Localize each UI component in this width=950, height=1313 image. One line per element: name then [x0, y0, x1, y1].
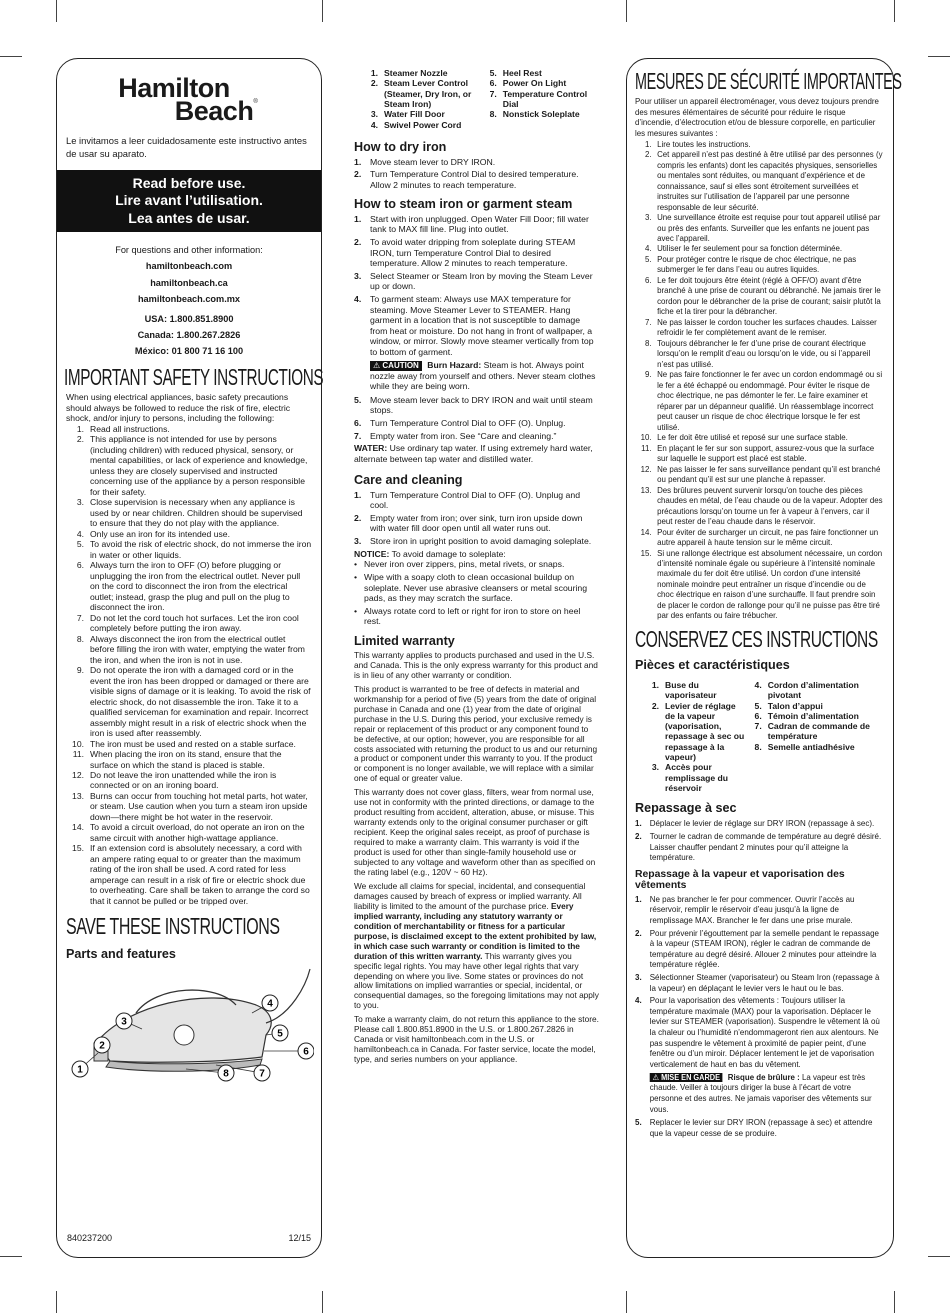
list-item-text: Store iron in upright position to avoid damaging soleplate.: [370, 536, 592, 547]
list-item-text: Turn Temperature Control Dial to OFF (O). Unplug.: [370, 418, 566, 429]
fr-safety-list: [635, 139, 883, 621]
warranty-p3: This warranty does not cover glass, filters, wear from normal use, use not in conformity with the printed directions, or damage to the product resulting from accident, alteration, abuse, or misuse. This warranty extends only to the original consumer purchaser or gift recipient. Keep the original sales receipt, as proof of purchase is required to make a warranty claim. This warranty is void if the product is used for other than single-family household use or subjected to any voltage and waveform other than as specified on the rating label (e.g., 120V ~ 60 Hz).: [354, 787, 596, 877]
list-item-text: To garment steam: Always use MAX temperature for steaming. Move Steamer Lever to STEAMER. Hang garment in a location that is not susceptible to damage from heat or moisture. Do not hang in front of wallpaper, a window, or mirror. Slowly move steamer vertically from top to bottom of garment.: [370, 293, 594, 358]
part-item: 3. Water Fill Door: [370, 109, 445, 120]
fr-caution-block: [650, 1072, 884, 1115]
save-instructions-title: SAVE THESE INSTRUCTIONS: [66, 913, 280, 940]
part-item: 8. Semelle antiadhésive: [754, 741, 855, 752]
contact-block: [66, 242, 312, 359]
list-item: 8. Toujours débrancher le fer d’une prise de courant électrique lorsqu’on le remplit d’eau ou lorsqu’on le vide, ou si l’appareil n’est pas utilisé.: [635, 338, 883, 369]
crop-mark: [894, 1291, 895, 1313]
warranty-p4b: Every implied warranty, including any statutory warranty or condition of merchantability or fitness for a particular purpose, is disclaimed except to the extent prohibited by law, in which case such warranty or condition is limited to the duration of this written warranty.: [354, 900, 597, 961]
fr-intro: Pour utiliser un appareil électroménager, vous devez toujours prendre des mesures élémentaires de sécurité pour réduire le risque d’incendie, d’électrocution et/ou de blessure corporelle, en particulier les mesures suivantes :: [635, 96, 879, 138]
crop-mark: [322, 1291, 323, 1313]
list-item: 4. Utiliser le fer seulement pour sa fonction déterminée.: [635, 243, 883, 253]
list-item: • Always rotate cord to left or right for iron to store on heel rest.: [354, 605, 581, 627]
list-item: 12. Ne pas laisser le fer sans surveillance pendant qu’il est branché ou pendant qu’il est sur une planche à repasser.: [635, 464, 883, 485]
list-item: 13. Des brûlures peuvent survenir lorsqu’on touche des pièces chaudes en métal, de l’eau chaude ou de la vapeur. Adopter des précautions lorsqu’on tourne un fer à vapeur à l’envers, car il peut rester de l’eau chaude dans le réservoir.: [640, 484, 883, 527]
list-item-text: Pour la vaporisation des vêtements : Toujours utiliser la température maximale (MAX) pour la vaporisation. Déplacer le levier sur STEAMER (vaporisation). Suspendre le vêtement là où la chaleur ou l’humidité n’endommageront rien aux alentours. Ne pas suspendre le vêtement à proximité de papier peint, d’une fenêtre ou d’un miroir. Déplacer lentement le jet de vaporisation verticalement de haut en bas du vêtement.: [649, 995, 880, 1069]
list-item: 6. Always turn the iron to OFF (O) before plugging or unplugging the iron from the electrical outlet. Never pull on the cord to disconnect the iron from the electrical outlet; instead, grasp the plug and pull on the plug to disconnect the iron.: [66, 560, 312, 612]
list-item-text: Burns can occur from touching hot metal parts, hot water, or steam. Use caution when you turn a steam iron upside down—there might be hot water in the reservoir.: [90, 790, 308, 822]
fr-save-wrap: [635, 627, 885, 654]
list-item: 2. Tourner le cadran de commande de température au degré désiré. Laisser chauffer pendant 2 minutes pour qu’il atteigne la température.: [635, 831, 883, 863]
list-item-text: To avoid water dripping from soleplate during STEAM IRON, turn Temperature Control Dial to desired temperature. Allow 2 minutes to reach temperature.: [370, 236, 576, 269]
warranty-text: [354, 651, 599, 1065]
caution-block: [370, 360, 599, 392]
list-item-text: To avoid a circuit overload, do not operate an iron on the same circuit with another high-wattage appliance.: [90, 822, 305, 843]
parts-list-right: [481, 68, 599, 130]
list-item-text: Tourner le cadran de commande de température au degré désiré. Laisser chauffer pendant 2 minutes pour qu’il atteigne la température.: [649, 830, 882, 863]
list-item-text: Ne pas laisser le fer sans surveillance pendant qu’il est branché ou pendant qu’il est sur une planche à repasser.: [657, 463, 881, 485]
list-item-text: Select Steamer or Steam Iron by moving the Steam Lever up or down.: [370, 270, 593, 292]
safety-title: IMPORTANT SAFETY INSTRUCTIONS: [64, 364, 324, 391]
list-item: 4. To garment steam: Always use MAX temperature for steaming. Move Steamer Lever to STEAMER. Hang garment in a location that is not susceptible to damage from heat or moisture. Do not hang in front of wallpaper, a window, or mirror. Slowly move steamer vertically from top to bottom of garment.: [354, 294, 599, 358]
list-item-text: Turn Temperature Control Dial to OFF (O). Unplug and cool.: [370, 489, 581, 511]
list-item-text: Read all instructions.: [90, 424, 170, 434]
list-item: 7. Do not let the cord touch hot surfaces. Let the iron cool completely before putting the iron away.: [66, 613, 312, 634]
list-item: 2. Cet appareil n’est pas destiné à être utilisé par des personnes (y compris les enfants) dont les capacités physiques, sensorielles ou mentales sont réduites, ou manquant d’expérience et de connaissance, sauf si elles sont étroitement surveillées et instruites sur l’utilisation de l’appareil par une personne responsable de leur sécurité.: [644, 149, 883, 212]
parts-list: [362, 68, 599, 130]
part-item: 4. Cordon d’alimentation pivotant: [754, 679, 859, 701]
caution-title: Burn Hazard:: [427, 359, 482, 370]
warranty-p4c: This warranty gives you specific legal rights. You may have other legal rights that vary depending on where you live. Some states or provinces do not allow limitations on implied warranties or special, incidental, or consequential damages, so the foregoing limitations may not apply to you.: [354, 950, 599, 1011]
intro-spanish: Le invitamos a leer cuidadosamente este instructivo antes de usar su aparato.: [66, 135, 307, 159]
list-item: 2. Empty water from iron; over sink, turn iron upside down with water fill door open until all water runs out.: [354, 513, 599, 534]
list-item: 5. Move steam lever back to DRY IRON and wait until steam stops.: [354, 395, 599, 416]
list-item: 11. En plaçant le fer sur son support, assurez-vous que la surface sur laquelle le support est placé est stable.: [635, 443, 883, 464]
list-item-text: Empty water from iron. See “Care and cleaning.”: [370, 430, 557, 441]
list-item: 14. To avoid a circuit overload, do not operate an iron on the same circuit with another high-wattage appliance.: [66, 822, 312, 843]
fr-parts-right: [746, 680, 885, 793]
list-item-text: This appliance is not intended for use by persons (including children) with reduced physical, sensory, or mental capabilities, or lack of experience and knowledge, unless they are closely supervised and instructed concerning use of the appliance by a person responsible for their safety.: [90, 434, 308, 497]
warranty-p5: To make a warranty claim, do not return this appliance to the store. Please call 1.800.851.8900 in the U.S. or 1.800.267.2826 in Canada or visit hamiltonbeach.com in the U.S. or hamiltonbeach.ca in Canada. For faster service, locate the model, type, and series numbers on your appliance.: [354, 1014, 599, 1065]
list-item: 11. When placing the iron on its stand, ensure that the surface on which the stand is placed is stable.: [66, 749, 312, 770]
crop-mark: [0, 56, 22, 57]
list-item: 4. Only use an iron for its intended use.: [66, 529, 312, 539]
fr-dry-title: Repassage à sec: [635, 801, 737, 816]
list-item-text: Des brûlures peuvent survenir lorsqu’on touche des pièces chaudes en métal, de l’eau chaude ou de la vapeur. Adopter des précautions lorsqu’on tourne un fer à vapeur à l’envers, car il peut rester de l’eau chaude dans le réservoir.: [657, 484, 883, 527]
brand-line2: Beach: [174, 96, 254, 127]
list-item: 13. Burns can occur from touching hot metal parts, hot water, or steam. Use caution when you turn a steam iron upside down—there might be hot water in the reservoir.: [66, 791, 312, 822]
callout-number: 6: [303, 1046, 309, 1058]
list-item-text: En plaçant le fer sur son support, assurez-vous que la surface sur laquelle le support est placé est stable.: [657, 442, 875, 464]
list-item-text: Une surveillance étroite est requise pour tout appareil utilisé par ou près des enfants. Surveiller que les enfants ne jouent pas avec l’appareil.: [657, 212, 881, 243]
site-us[interactable]: hamiltonbeach.com: [145, 261, 233, 272]
part-item: 6. Témoin d’alimentation: [754, 710, 859, 721]
list-item-text: Pour prévenir l’égouttement par la semelle pendant le repassage à la vapeur (STEAM IRON), régler le cadran de commande de température au degré désiré. Allouer 2 minutes pour atteindre la température réglée.: [649, 927, 879, 970]
site-ca[interactable]: hamiltonbeach.ca: [150, 277, 228, 288]
crop-mark: [928, 56, 950, 57]
list-item-text: Start with iron unplugged. Open Water Fill Door; fill water tank to MAX fill line. Plug into outlet.: [370, 213, 589, 235]
steam-steps: [354, 214, 599, 358]
list-item-text: Always disconnect the iron from the electrical outlet before filling the iron with water, emptying the water from the iron, and when the iron is not in use.: [90, 633, 305, 665]
list-item: 6. Turn Temperature Control Dial to OFF (O). Unplug.: [354, 418, 599, 429]
parts-title: Parts and features: [66, 947, 176, 962]
list-item-text: Close supervision is necessary when any appliance is used by or near children. Children should be supervised to ensure that they do not play with the appliance.: [90, 497, 303, 529]
list-item: 2. Pour prévenir l’égouttement par la semelle pendant le repassage à la vapeur (STEAM IRON), régler le cadran de commande de température au degré désiré. Allouer 2 minutes pour atteindre la température réglée.: [635, 928, 883, 970]
list-item: 5. To avoid the risk of electric shock, do not immerse the iron in water or other liquids.: [76, 539, 312, 560]
list-item-text: Cet appareil n’est pas destiné à être utilisé par des personnes (y compris les enfants) dont les capacités physiques, sensorielles ou mentales sont réduites, ou manquant d’expérience et de connaissance, sauf si elles sont étroitement surveillées et instruites sur l’utilisation de l’appareil par une personne responsable de leur sécurité.: [657, 149, 883, 212]
phone-canada: Canada: 1.800.267.2826: [137, 329, 241, 340]
part-item: 5. Talon d’appui: [754, 700, 823, 711]
notice: [354, 549, 599, 560]
steam-title: How to steam iron or garment steam: [354, 196, 573, 211]
registered-mark: ®: [253, 99, 258, 106]
crop-mark: [0, 1256, 22, 1257]
parts-list-left: [362, 68, 481, 130]
part-item: 2. Levier de réglage de la vapeur (vaporisation, repassage à sec ou repassage à la vapeur): [651, 700, 745, 763]
part-item: 3. Accès pour remplissage du réservoir: [651, 762, 729, 794]
list-item-text: If an extension cord is absolutely necessary, a cord with an ampere rating equal to or greater than the maximum rating of the iron shall be used. A cord rated for less amperage can result in a risk of fire or electric shock due to overheating. Care shall be taken to arrange the cord so that it cannot be pulled or be tripped over.: [90, 843, 310, 906]
read-en: Read before use.: [132, 174, 246, 191]
fr-safety-block: [635, 96, 883, 621]
list-item-text: Do not let the cord touch hot surfaces. Let the iron cool completely before putting the iron away.: [90, 612, 299, 634]
callout-number: 5: [277, 1028, 283, 1040]
part-item: 1. Steamer Nozzle: [370, 68, 448, 78]
list-item: 15. Si une rallonge électrique est absolument nécessaire, un cordon d’intensité nominale égale ou supérieure à l’intensité nominale maximale du fer doit être utilisé. Un cordon d’une intensité nominale moindre peut entraîner un risque d’incendie ou de choc électrique en raison d’une surchauffe. Il faut prendre soin de placer le cordon de rallonge pour qu’il ne puisse pas être tiré par des enfants ou faire trébucher.: [640, 547, 883, 621]
warranty-p4: [354, 882, 599, 1011]
fr-parts-title: Pièces et caractéristiques: [635, 657, 790, 672]
list-item-text: Pour éviter de surcharger un circuit, ne pas faire fonctionner un autre appareil à haute tension sur le même circuit.: [657, 526, 879, 548]
list-item: 3. Une surveillance étroite est requise pour tout appareil utilisé par ou près des enfants. Surveiller que les enfants ne jouent pas avec l’appareil.: [635, 212, 883, 243]
crop-mark: [894, 0, 895, 22]
phone-mexico: México: 01 800 71 16 100: [134, 345, 244, 356]
list-item: • Wipe with a soapy cloth to clean occasional buildup on soleplate. Never use abrasive cleansers or metal scouring pads, as they may scratch the surface.: [354, 571, 588, 604]
list-item-text: To avoid the risk of electric shock, do not immerse the iron in water or other liquids.: [90, 539, 312, 560]
fr-title-wrap: [635, 68, 902, 96]
steam-steps-cont: [354, 395, 599, 441]
list-item: • Never iron over zippers, pins, metal rivets, or snaps.: [354, 559, 565, 570]
fr-parts-left: [643, 680, 746, 793]
list-item: 3. Close supervision is necessary when any appliance is used by or near children. Children should be supervised to ensure that they do not play with the appliance.: [66, 497, 312, 528]
list-item-text: Lire toutes les instructions.: [657, 138, 751, 149]
iron-diagram: [66, 965, 314, 1083]
list-item: 1. Start with iron unplugged. Open Water Fill Door; fill water tank to MAX fill line. Plug into outlet.: [354, 214, 599, 235]
list-item: 1. Ne pas brancher le fer pour commencer. Ouvrir l’accès au réservoir, remplir le réservoir d’eau jusqu’à la ligne de remplissage MAX. Brancher le fer dans une prise murale.: [635, 894, 883, 926]
list-item-text: Do not leave the iron unattended while the iron is connected or on an ironing board.: [90, 769, 277, 791]
caution-badge: ⚠ CAUTION: [370, 361, 422, 371]
list-item: 7. Empty water from iron. See “Care and cleaning.”: [354, 431, 599, 442]
footer: [67, 1233, 311, 1243]
brand-logo: [66, 73, 312, 127]
warranty-p2: This product is warranted to be free of defects in material and workmanship for a period of five (5) years from the date of original purchase in Canada and one (1) year from the date of original purchase in the U.S. During this period, your exclusive remedy is repair or replacement of this product or any component found to be defective, at our option; however, you are responsible for all costs associated with returning the product to us and our returning a product or component under this warranty to you. If the product or component is no longer available, we will replace with a similar one of equal or greater value.: [354, 683, 598, 784]
dry-title: How to dry iron: [354, 139, 447, 154]
list-item-text: When placing the iron on its stand, ensure that the surface on which the stand is placed is stable.: [90, 749, 282, 770]
notice-text: To avoid damage to soleplate:: [391, 548, 506, 559]
caution-text: Steam is hot. Always point nozzle away from yourself and others. Never steam clothes while they are being worn.: [370, 359, 596, 392]
fr-save-title: CONSERVEZ CES INSTRUCTIONS: [635, 625, 878, 652]
dry-steps: [354, 157, 599, 191]
list-item-text: Empty water from iron; over sink, turn iron upside down with water fill door open until all water runs out.: [370, 512, 583, 534]
fr-caution-text: La vapeur est très chaude. Veiller à toujours diriger la buse à l’écart de votre personne et des autres. Ne jamais vaporiser des vêtements sur vous.: [649, 1071, 872, 1114]
list-item: 5. Pour protéger contre le risque de choc électrique, ne pas submerger le fer dans l’eau ou autres liquides.: [635, 254, 883, 275]
list-item-text: Move steam lever to DRY IRON.: [370, 156, 496, 167]
list-item: 6. Le fer doit toujours être éteint (réglé à OFF/O) avant d’être branché à une prise de courant ou débranché. Ne jamais tirer le cordon pour le débrancher de la prise de courant; saisir plutôt la fiche et la tirer pour la débrancher.: [635, 275, 883, 317]
list-item-text: Move steam lever back to DRY IRON and wait until steam stops.: [370, 394, 593, 416]
list-item-text: Utiliser le fer seulement pour sa fonction déterminée.: [657, 243, 843, 254]
list-item-text: Le fer doit être utilisé et reposé sur une surface stable.: [657, 432, 848, 443]
print-date: 12/15: [288, 1233, 311, 1243]
list-item: 2. This appliance is not intended for use by persons (including children) with reduced physical, sensory, or mental capabilities, or lack of experience and knowledge, unless they are closely supervised and instructed concerning use of the appliance by a person responsible for their safety.: [66, 434, 312, 497]
fr-dry-steps: [635, 818, 883, 862]
list-item: 4. Pour la vaporisation des vêtements : Toujours utiliser la température maximale (MAX) pour la vaporisation. Déplacer le levier sur STEAMER (vaporisation). Suspendre le vêtement là où la chaleur ou l’humidité n’endommageront rien aux alentours. Ne pas suspendre le vêtement à proximité de papier peint, d’une fenêtre ou d’un miroir. Déplacer lentement le jet de vaporisation verticalement de haut en bas du vêtement.: [635, 995, 883, 1069]
brand-line1: Hamilton: [118, 73, 230, 103]
list-item: 3. Store iron in upright position to avoid damaging soleplate.: [354, 536, 599, 547]
list-item-text: Ne pas faire fonctionner le fer avec un cordon endommagé ou si le fer a été échappé ou endommagé. Pour éviter le risque de choc électrique, ne pas démonter le fer. Le faire examiner et réparer par un dépanneur qualifié. Un réassemblage incorrect peut causer un risque de choc électrique lorsque le fer est utilisé.: [657, 369, 883, 432]
fr-caution-title: Risque de brûlure :: [727, 1071, 800, 1082]
water-text: Use ordinary tap water. If using extremely hard water, alternate between tap water and distilled water.: [354, 443, 593, 464]
callout-number: 8: [223, 1068, 229, 1080]
list-item: 10. The iron must be used and rested on a stable surface.: [66, 739, 312, 749]
part-item: 1. Buse du vaporisateur: [651, 679, 717, 701]
english-panel: [56, 58, 322, 1258]
fr-last-step: Replacer le levier sur DRY IRON (repassage à sec) et attendre que la vapeur cesse de se produire.: [649, 1117, 873, 1139]
temp-dial: [174, 1025, 194, 1045]
list-item: 15. If an extension cord is absolutely necessary, a cord with an ampere rating equal to or greater than the maximum rating of the iron shall be used. A cord rated for less amperage can result in a risk of fire or electric shock due to overheating. Care shall be taken to arrange the cord so that it cannot be pulled or be tripped over.: [66, 843, 312, 906]
list-item: 8. Always disconnect the iron from the electrical outlet before filling the iron with water, emptying the water from the iron, and when the iron is not in use.: [66, 634, 312, 665]
list-item-text: Ne pas laisser le cordon toucher les surfaces chaudes. Laisser refroidir le fer complètement avant de le remiser.: [657, 316, 877, 338]
fr-caution-badge: ⚠ MISE EN GARDE: [650, 1073, 723, 1083]
list-item-text: Toujours débrancher le fer d’une prise de courant électrique lorsqu’on le remplit d’eau ou lorsqu’on le vide, ou si l’appareil n’est pas utilisé.: [657, 337, 871, 369]
care-bullets: [354, 559, 599, 627]
part-item: 2. Steam Lever Control (Steamer, Dry Iron, or Steam Iron): [370, 78, 472, 109]
list-item: 1. Lire toutes les instructions.: [635, 139, 883, 149]
list-item: 1. Move steam lever to DRY IRON.: [354, 157, 599, 168]
part-item: 5. Heel Rest: [489, 68, 542, 78]
save-title-wrap: [66, 914, 312, 941]
warranty-p4a: We exclude all claims for special, incidental, and consequential damages caused by breach of express or implied warranty. All liability is limited to the amount of the purchase price.: [354, 880, 586, 911]
fr-steam-steps: [635, 894, 883, 1070]
read-before-use-box: [57, 170, 321, 233]
list-item-text: Only use an iron for its intended use.: [90, 528, 230, 539]
fr-steam-last: [635, 1117, 883, 1138]
read-fr: Lire avant l’utilisation.: [115, 192, 263, 209]
callout-number: 4: [267, 998, 273, 1010]
list-item-text: Turn Temperature Control Dial to desired temperature. Allow 2 minutes to reach temperature.: [370, 169, 579, 191]
crop-mark: [56, 1291, 57, 1313]
list-item: 1. Déplacer le levier de réglage sur DRY IRON (repassage à sec).: [635, 818, 883, 829]
list-item-text: Ne pas brancher le fer pour commencer. Ouvrir l’accès au réservoir, remplir le réservoir d’eau jusqu’à la ligne de remplissage MAX. Brancher le fer dans une prise murale.: [649, 893, 855, 925]
list-item-text: Pour protéger contre le risque de choc électrique, ne pas submerger le fer dans l’eau ou autres liquides.: [657, 253, 857, 275]
list-item-text: Déplacer le levier de réglage sur DRY IRON (repassage à sec).: [649, 818, 875, 829]
fr-steam-block: [635, 894, 883, 1139]
list-item: 7. Ne pas laisser le cordon toucher les surfaces chaudes. Laisser refroidir le fer complètement avant de le remiser.: [635, 317, 883, 338]
phone-usa: USA: 1.800.851.8900: [144, 313, 234, 324]
read-es: Lea antes de usar.: [128, 209, 250, 226]
callout-number: 1: [77, 1064, 83, 1076]
list-item-text: Sélectionner Steamer (vaporisateur) ou Steam Iron (repassage à la vapeur) en déplaçant le levier vers le haut ou le bas.: [649, 972, 880, 993]
list-item: 5. Replacer le levier sur DRY IRON (repassage à sec) et attendre que la vapeur cesse de se produire.: [635, 1117, 883, 1138]
callout-number: 2: [99, 1040, 105, 1052]
fr-dry-block: [635, 818, 883, 862]
fr-safety-title: MESURES DE SÉCURITÉ IMPORTANTES: [635, 68, 902, 94]
notice-label: NOTICE:: [354, 548, 390, 559]
list-item: 3. Sélectionner Steamer (vaporisateur) ou Steam Iron (repassage à la vapeur) en déplaçant le levier vers le haut ou le bas.: [635, 972, 883, 993]
crop-mark: [928, 1256, 950, 1257]
site-mx[interactable]: hamiltonbeach.com.mx: [137, 293, 241, 304]
list-item: 2. To avoid water dripping from soleplate during STEAM IRON, turn Temperature Control Dial to desired temperature. Allow 2 minutes to reach temperature.: [354, 237, 599, 269]
part-item: 4. Swivel Power Cord: [370, 119, 462, 130]
crop-mark: [56, 0, 57, 22]
list-item: 9. Ne pas faire fonctionner le fer avec un cordon endommagé ou si le fer a été échappé ou endommagé. Pour éviter le risque de choc électrique, ne pas démonter le fer. Le faire examiner et réparer par un dépanneur qualifié. Un réassemblage incorrect peut causer un risque de choc électrique lorsque le fer est utilisé.: [644, 369, 883, 432]
list-item: 14. Pour éviter de surcharger un circuit, ne pas faire fonctionner un autre appareil à haute tension sur le même circuit.: [635, 527, 883, 548]
contact-label: For questions and other information:: [115, 245, 263, 256]
fr-steam-title: Repassage à la vapeur et vaporisation des vêtements: [635, 868, 845, 891]
list-item: 12. Do not leave the iron unattended while the iron is connected or on an ironing board.: [66, 770, 312, 791]
callout-number: 7: [259, 1068, 265, 1080]
list-item: 10. Le fer doit être utilisé et reposé sur une surface stable.: [635, 432, 883, 442]
list-item-text: Do not operate the iron with a damaged cord or in the event the iron has been dropped or damaged or there are visible signs of damage or it is leaking. To avoid the risk of electric shock, do not disassemble the iron. Take it to a qualified serviceman for examination and repair. Incorrect assembly might result in a risk of electric shock when the iron is used after reassembly.: [90, 665, 311, 739]
water-note: [354, 443, 599, 464]
fr-parts-list: [643, 680, 885, 793]
part-item: 6. Power On Light: [489, 78, 567, 89]
list-item-text: Si une rallonge électrique est absolument nécessaire, un cordon d’intensité nominale égale ou supérieure à l’intensité nominale maximale du fer doit être utilisé. Un cordon d’une intensité nominale moindre peut entraîner un risque d’incendie ou de choc électrique en raison d’une surchauffe. Il faut prendre soin de placer le cordon de rallonge pour qu’il ne puisse pas être tiré par des enfants ou faire trébucher.: [657, 547, 883, 621]
warranty-p1: This warranty applies to products purchased and used in the U.S. and Canada. This is the only express warranty for this product and is in lieu of any other warranty or condition.: [354, 649, 598, 680]
list-item: 1. Turn Temperature Control Dial to OFF (O). Unplug and cool.: [354, 490, 599, 511]
crop-mark: [322, 0, 323, 22]
safety-title-wrap: [64, 364, 324, 392]
english-instructions-column: [348, 58, 603, 1258]
list-item-text: Le fer doit toujours être éteint (réglé à OFF/O) avant d’être branché à une prise de courant ou débranché. Ne jamais tirer le cordon pour le débrancher de la prise de courant; saisir plutôt la fiche et la tirer pour la débrancher.: [657, 274, 881, 317]
crop-mark: [626, 1291, 627, 1313]
list-item-text: The iron must be used and rested on a stable surface.: [90, 738, 296, 749]
callout-number: 3: [121, 1016, 127, 1028]
part-item: 7. Cadran de commande de température: [754, 721, 870, 742]
french-panel: [626, 58, 902, 1258]
care-title: Care and cleaning: [354, 472, 463, 487]
water-label: WATER:: [354, 443, 388, 454]
warranty-title: Limited warranty: [354, 633, 455, 648]
safety-list: [66, 424, 312, 906]
care-steps: [354, 490, 599, 547]
list-item: 2. Turn Temperature Control Dial to desired temperature. Allow 2 minutes to reach temperature.: [354, 169, 599, 190]
part-number: 840237200: [67, 1233, 113, 1243]
safety-intro: When using electrical appliances, basic safety precautions should always be followed to reduce the risk of fire, electric shock, and/or injury to persons, including the following:: [66, 392, 291, 424]
brand-line2-wrap: [66, 96, 312, 127]
list-item: 9. Do not operate the iron with a damaged cord or in the event the iron has been dropped or damaged or there are visible signs of damage or it is leaking. To avoid the risk of electric shock, do not disassemble the iron. Take it to a qualified serviceman for examination and repair. Incorrect assembly might result in a risk of electric shock when the iron is used after reassembly.: [76, 665, 311, 739]
list-item-text: Always turn the iron to OFF (O) before plugging or unplugging the iron from the electrical outlet. Never pull on the cord to disconnect the iron from the electrical outlet; instead, grasp the plug and pull on the plug to disconnect the iron.: [90, 560, 301, 613]
list-item: 3. Select Steamer or Steam Iron by moving the Steam Lever up or down.: [354, 271, 599, 292]
part-item: 7. Temperature Control Dial: [489, 88, 588, 109]
crop-mark: [626, 0, 627, 22]
list-item: 1. Read all instructions.: [66, 424, 312, 434]
part-item: 8. Nonstick Soleplate: [489, 109, 580, 120]
